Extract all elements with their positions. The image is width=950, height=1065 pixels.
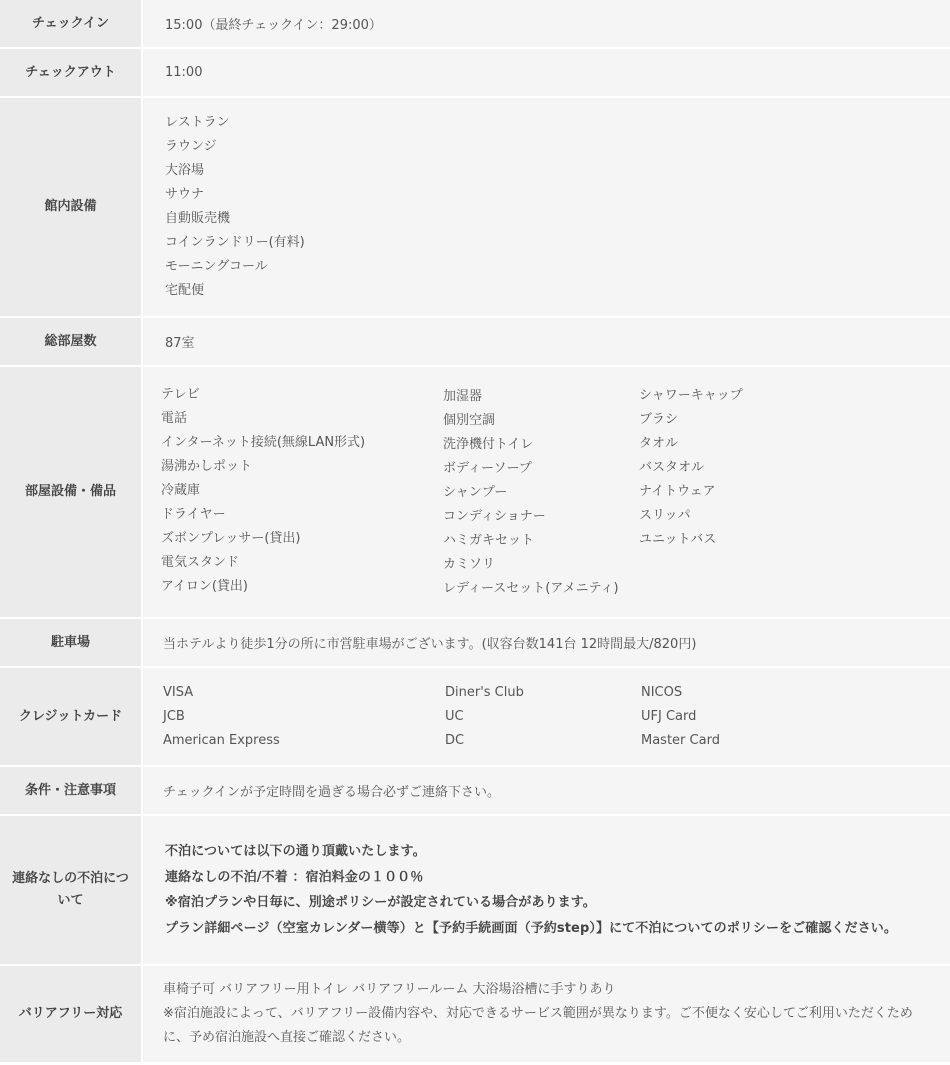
facilities-label: 館内設備 bbox=[0, 98, 141, 318]
noshow-line: 連絡なしの不泊/不着 ：宿泊料金の１００％ bbox=[165, 869, 424, 885]
amenity-item: ブラシ bbox=[639, 412, 679, 427]
card-name: Diner's Club bbox=[445, 684, 524, 700]
amenity-item: ズボンプレッサー(貸出) bbox=[161, 531, 301, 546]
amenities-col-2 bbox=[443, 383, 639, 601]
card-name: NICOS bbox=[641, 684, 683, 700]
rooms-value: 87室 bbox=[141, 318, 950, 367]
amenity-item: スリッパ bbox=[639, 508, 691, 523]
checkout-label: チェックアウト bbox=[0, 49, 141, 98]
barrierfree-note: ※宿泊施設によって、バリアフリー設備内容や、対応できるサービス範囲が異なります。ご不便なく安心してご利用いただくために、予め宿泊施設へ直接ご確認ください。 bbox=[163, 1006, 913, 1045]
facilities-list bbox=[141, 98, 950, 318]
amenity-item: 冷蔵庫 bbox=[161, 483, 201, 498]
amenities-col-1 bbox=[161, 383, 443, 601]
row-noshow bbox=[0, 816, 950, 966]
amenity-item: ハミガキセット bbox=[443, 533, 535, 548]
facility-item: 自動販売機 bbox=[165, 211, 231, 226]
cards-label: クレジットカード bbox=[0, 668, 141, 767]
amenity-item: シャンプー bbox=[443, 485, 508, 500]
amenities-col-3 bbox=[639, 383, 859, 601]
row-checkin bbox=[0, 0, 950, 49]
notes-value: チェックインが予定時間を過ぎる場合必ずご連絡下さい。 bbox=[141, 767, 950, 816]
card-name: DC bbox=[445, 732, 465, 748]
amenity-item: 電気スタンド bbox=[161, 555, 240, 570]
amenity-item: ドライヤー bbox=[161, 507, 226, 522]
row-facilities bbox=[0, 98, 950, 318]
amenity-item: インターネット接続(無線LAN形式) bbox=[161, 435, 366, 450]
row-notes bbox=[0, 767, 950, 816]
amenity-item: 加湿器 bbox=[443, 389, 483, 404]
amenity-item: タオル bbox=[639, 436, 679, 451]
row-parking bbox=[0, 619, 950, 668]
row-checkout bbox=[0, 49, 950, 98]
noshow-line: プラン詳細ページ（空室カレンダー横等）と【予約手続画面（予約step）】にて不泊についてのポリシーをご確認ください。 bbox=[165, 920, 898, 936]
cards-col-1 bbox=[163, 681, 445, 753]
row-amenities bbox=[0, 367, 950, 619]
facility-item: コインランドリー(有料) bbox=[165, 235, 305, 250]
noshow-line: 不泊については以下の通り頂戴いたします。 bbox=[165, 844, 426, 859]
barrierfree-label: バリアフリー対応 bbox=[0, 966, 141, 1064]
facility-item: 大浴場 bbox=[165, 163, 205, 178]
card-name: UC bbox=[445, 708, 464, 724]
amenity-item: レディースセット(アメニティ) bbox=[443, 581, 619, 596]
amenity-item: カミソリ bbox=[443, 557, 496, 572]
amenity-item: シャワーキャップ bbox=[639, 388, 743, 403]
cards-col-2 bbox=[445, 681, 641, 753]
checkout-value: 11:00 bbox=[141, 49, 950, 98]
amenity-item: バスタオル bbox=[639, 460, 705, 475]
amenity-item: ナイトウェア bbox=[639, 484, 716, 499]
amenity-item: ボディーソープ bbox=[443, 461, 532, 476]
amenity-item: 湯沸かしポット bbox=[161, 459, 253, 474]
cards-col-3 bbox=[641, 681, 861, 753]
amenity-item: 電話 bbox=[161, 411, 188, 426]
notes-label: 条件・注意事項 bbox=[0, 767, 141, 816]
rooms-label: 総部屋数 bbox=[0, 318, 141, 367]
barrierfree-features: 車椅子可 バリアフリー用トイレ バリアフリールーム 大浴場浴槽に手すりあり bbox=[163, 982, 616, 997]
facility-item: モーニングコール bbox=[165, 259, 268, 274]
facility-item: レストラン bbox=[165, 115, 230, 130]
amenities-label: 部屋設備・備品 bbox=[0, 367, 141, 619]
amenities-list bbox=[141, 367, 950, 619]
cards-list bbox=[141, 668, 950, 767]
barrierfree-info bbox=[141, 966, 950, 1064]
amenity-item: アイロン(貸出) bbox=[161, 579, 248, 594]
facility-item: ラウンジ bbox=[165, 139, 217, 154]
row-barrier-free bbox=[0, 966, 950, 1064]
checkin-value: 15:00（最終チェックイン：29:00） bbox=[141, 0, 950, 49]
row-credit-cards bbox=[0, 668, 950, 767]
facility-item: サウナ bbox=[165, 187, 205, 202]
row-rooms bbox=[0, 318, 950, 367]
checkin-label: チェックイン bbox=[0, 0, 141, 49]
card-name: JCB bbox=[163, 708, 185, 724]
amenity-item: コンディショナー bbox=[443, 509, 546, 524]
noshow-label: 連絡なしの不泊について bbox=[0, 816, 141, 966]
card-name: UFJ Card bbox=[641, 708, 697, 724]
noshow-policy bbox=[141, 816, 950, 966]
facility-item: 宅配便 bbox=[165, 283, 205, 298]
card-name: VISA bbox=[163, 684, 194, 700]
amenity-item: テレビ bbox=[161, 387, 200, 402]
parking-value: 当ホテルより徒歩1分の所に市営駐車場がございます。(収容台数141台 12時間最大/820円) bbox=[141, 619, 950, 668]
card-name: Master Card bbox=[641, 732, 720, 748]
amenity-item: 洗浄機付トイレ bbox=[443, 437, 534, 452]
noshow-line: ※宿泊プランや日毎に、別途ポリシーが設定されている場合があります。 bbox=[165, 895, 596, 910]
card-name: American Express bbox=[163, 732, 280, 748]
amenity-item: 個別空調 bbox=[443, 413, 496, 428]
amenity-item: ユニットバス bbox=[639, 532, 717, 547]
parking-label: 駐車場 bbox=[0, 619, 141, 668]
